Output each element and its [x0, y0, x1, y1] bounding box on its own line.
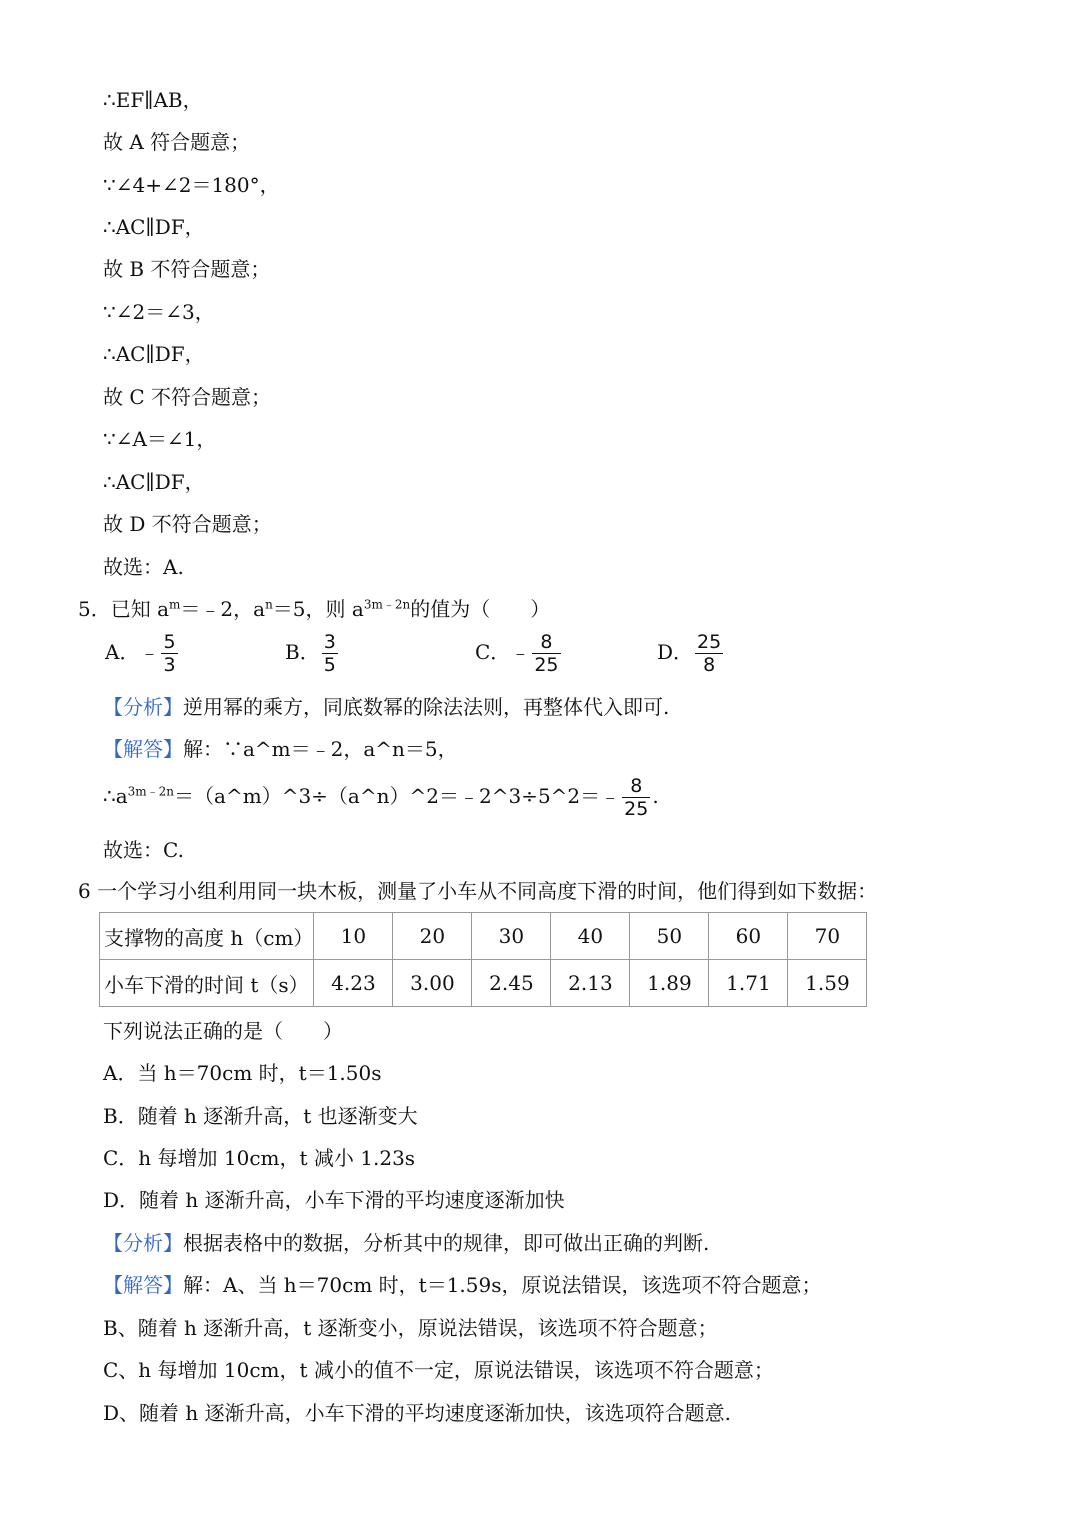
table-cell: 40: [551, 913, 630, 960]
q5-option-b[interactable]: B． $\frac{3}{5}$: [285, 631, 336, 676]
table-cell: 70: [788, 913, 867, 960]
table-cell: 1.89: [630, 960, 709, 1007]
q6-question: 下列说法正确的是（ ）: [103, 1019, 343, 1043]
q6-data-table: [99, 912, 867, 1007]
q4-line-10: ∴AC∥DF，: [103, 470, 205, 494]
table-cell: 1.59: [788, 960, 867, 1007]
q4-line-8: 故 C 不符合题意；: [103, 385, 272, 409]
table-cell: 4.23: [314, 960, 393, 1007]
q4-line-1: ∴EF∥AB，: [103, 88, 203, 112]
q4-line-5: 故 B 不符合题意；: [103, 257, 271, 281]
q4-line-11: 故 D 不符合题意；: [103, 512, 272, 536]
table-cell: 3.00: [393, 960, 472, 1007]
table-cell: 2.45: [472, 960, 551, 1007]
q6-answer-line-4: D、随着 h 逐渐升高，小车下滑的平均速度逐渐加快，该选项符合题意.: [103, 1401, 731, 1425]
q5-stem: 5．已知 $a^m=﹣2$，$a^n=5$，则 $a^{3m﹣2n}$的值为（ ）: [78, 597, 551, 621]
table-header-height: 支撑物的高度 h（cm）: [100, 913, 314, 960]
q4-line-3: ∵∠4+∠2＝180°，: [103, 173, 280, 197]
q6-stem: 6 一个学习小组利用同一块木板，测量了小车从不同高度下滑的时间，他们得到如下数据：: [78, 879, 878, 903]
q6-answer-line-2: B、随着 h 逐渐升高，t 逐渐变小，原说法错误，该选项不符合题意；: [103, 1316, 718, 1340]
q6-option-a[interactable]: A．当 h＝70cm 时，t＝1.50s: [103, 1061, 382, 1085]
q5-option-c[interactable]: C．﹣ $\frac{8}{25}$: [475, 631, 559, 676]
table-header-time: 小车下滑的时间 t（s）: [100, 960, 314, 1007]
q4-line-7: ∴AC∥DF，: [103, 342, 205, 366]
q4-line-2: 故 A 符合题意；: [103, 130, 251, 154]
table-cell: 2.13: [551, 960, 630, 1007]
table-cell: 1.71: [709, 960, 788, 1007]
q5-answer: 【解答】解：∵a^m＝﹣2，a^n＝5，: [103, 737, 458, 761]
q5-calculation: $\therefore a^{3m﹣2n}=(a\^{}m)\^{}3\div(a\^{}n)\^{}2=﹣2\^{}3\div 5\^{}2=﹣$ $\frac{8}{25}$ .: [103, 775, 659, 820]
table-cell: 60: [709, 913, 788, 960]
q4-line-9: ∵∠A＝∠1，: [103, 427, 217, 451]
q6-option-c[interactable]: C．h 每增加 10cm，t 减小 1.23s: [103, 1146, 416, 1170]
q6-analysis: 【分析】根据表格中的数据，分析其中的规律，即可做出正确的判断.: [103, 1231, 710, 1255]
q6-option-d[interactable]: D．随着 h 逐渐升高，小车下滑的平均速度逐渐加快: [103, 1188, 565, 1212]
q6-answer-line-3: C、h 每增加 10cm，t 减小的值不一定，原说法错误，该选项不符合题意；: [103, 1358, 774, 1382]
q6-option-b[interactable]: B．随着 h 逐渐升高，t 也逐渐变大: [103, 1104, 418, 1128]
table-cell: 50: [630, 913, 709, 960]
table-cell: 10: [314, 913, 393, 960]
q4-line-4: ∴AC∥DF，: [103, 215, 205, 239]
q5-option-d[interactable]: D． $\frac{25}{8}$: [657, 631, 722, 676]
table-row: [100, 960, 867, 1007]
table-row: [100, 913, 867, 960]
q5-choice: 故选：C.: [103, 838, 184, 862]
q5-analysis: 【分析】逆用幂的乘方，同底数幂的除法法则，再整体代入即可.: [103, 695, 670, 719]
q5-option-a[interactable]: A．﹣ $\frac{5}{3}$: [105, 631, 176, 676]
q4-line-6: ∵∠2＝∠3，: [103, 300, 215, 324]
q6-answer-line-1: 【解答】解：A、当 h＝70cm 时，t＝1.59s，原说法错误，该选项不符合题意；: [103, 1273, 822, 1297]
q4-line-12: 故选：A.: [103, 555, 184, 579]
table-cell: 20: [393, 913, 472, 960]
table-cell: 30: [472, 913, 551, 960]
